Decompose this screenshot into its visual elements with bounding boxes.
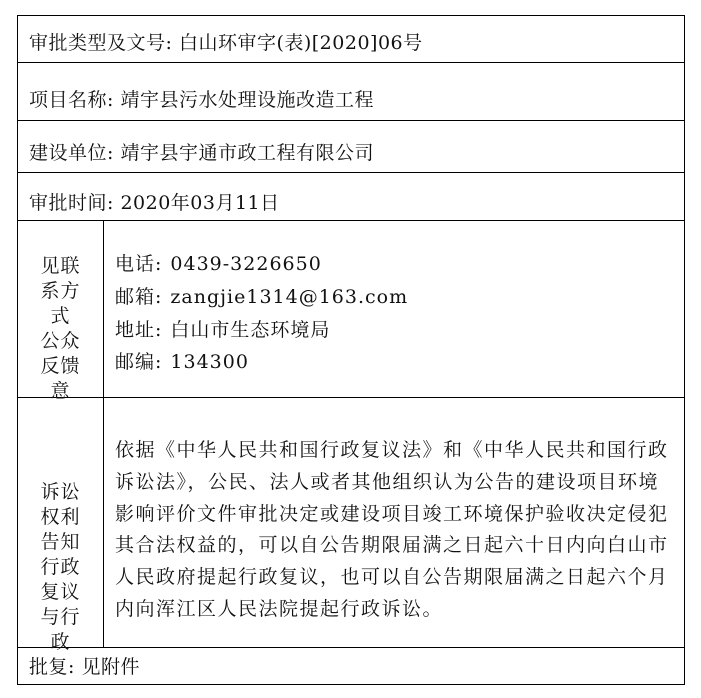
litigation-label-line: 权利 — [40, 506, 81, 528]
phone-label: 电话: — [115, 253, 163, 275]
litigation-label-line: 政 — [50, 631, 71, 653]
approval-time-text: 审批时间: 2020年03月11日 — [29, 192, 280, 214]
email-value: zangjie1314@163.com — [170, 286, 409, 308]
litigation-label-line: 与行 — [40, 606, 81, 628]
phone-value: 0439-3226650 — [170, 253, 322, 275]
feedback-label-line: 意 — [50, 380, 71, 402]
litigation-text-line: 诉讼法》，公民、法人或者其他组织认为公告的建设项目环境 — [115, 471, 660, 493]
litigation-text-line: 其合法权益的，可以自公告期限届满之日起六十日内向白山市 — [115, 534, 669, 556]
litigation-text-line: 人民政府提起行政复议，也可以自公告期限届满之日起六个月 — [115, 566, 669, 588]
feedback-label-line: 公众 — [40, 330, 81, 352]
litigation-label-line: 诉讼 — [40, 481, 81, 503]
feedback-label-line: 反馈 — [40, 355, 81, 377]
project-name-text: 项目名称: 靖宇县污水处理设施改造工程 — [29, 89, 374, 111]
feedback-label-line: 系方 — [40, 280, 81, 302]
address-line — [115, 315, 330, 342]
approval-time-row — [18, 173, 684, 221]
email-line — [115, 282, 408, 309]
litigation-text-line: 内向浑江区人民法院提起行政诉讼。 — [115, 598, 444, 620]
project-name-row — [18, 63, 684, 121]
feedback-row — [18, 221, 684, 402]
approval-form-table — [17, 15, 685, 685]
reply-row — [18, 648, 684, 684]
litigation-text-line: 依据《中华人民共和国行政复议法》和《中华人民共和国行政 — [115, 439, 669, 461]
litigation-label-line: 复议 — [40, 581, 81, 603]
postcode-label: 邮编: — [115, 351, 163, 373]
approval-type-row — [18, 16, 684, 63]
litigation-label-line: 行政 — [40, 556, 81, 578]
reply-text: 批复: 见附件 — [29, 656, 140, 678]
postcode-value: 134300 — [170, 351, 249, 373]
address-label: 地址: — [115, 319, 163, 341]
feedback-content-cell — [104, 221, 684, 397]
feedback-label-cell — [18, 221, 104, 402]
approval-type-text: 审批类型及文号: 白山环审字(表)[2020]06号 — [29, 32, 423, 54]
construction-unit-text: 建设单位: 靖宇县宇通市政工程有限公司 — [29, 142, 374, 164]
litigation-text-line: 影响评价文件审批决定或建设项目竣工环境保护验收决定侵犯 — [115, 503, 669, 525]
litigation-content-cell — [104, 398, 684, 647]
litigation-label-line: 告知 — [40, 531, 81, 553]
construction-unit-row — [18, 121, 684, 173]
feedback-label-line: 见联 — [40, 255, 81, 277]
litigation-row — [18, 398, 684, 653]
address-value: 白山市生态环境局 — [170, 319, 331, 341]
phone-line — [115, 249, 322, 276]
litigation-label-cell — [18, 398, 104, 653]
postcode-line — [115, 347, 249, 374]
email-label: 邮箱: — [115, 286, 163, 308]
feedback-label-line: 式 — [50, 305, 71, 327]
